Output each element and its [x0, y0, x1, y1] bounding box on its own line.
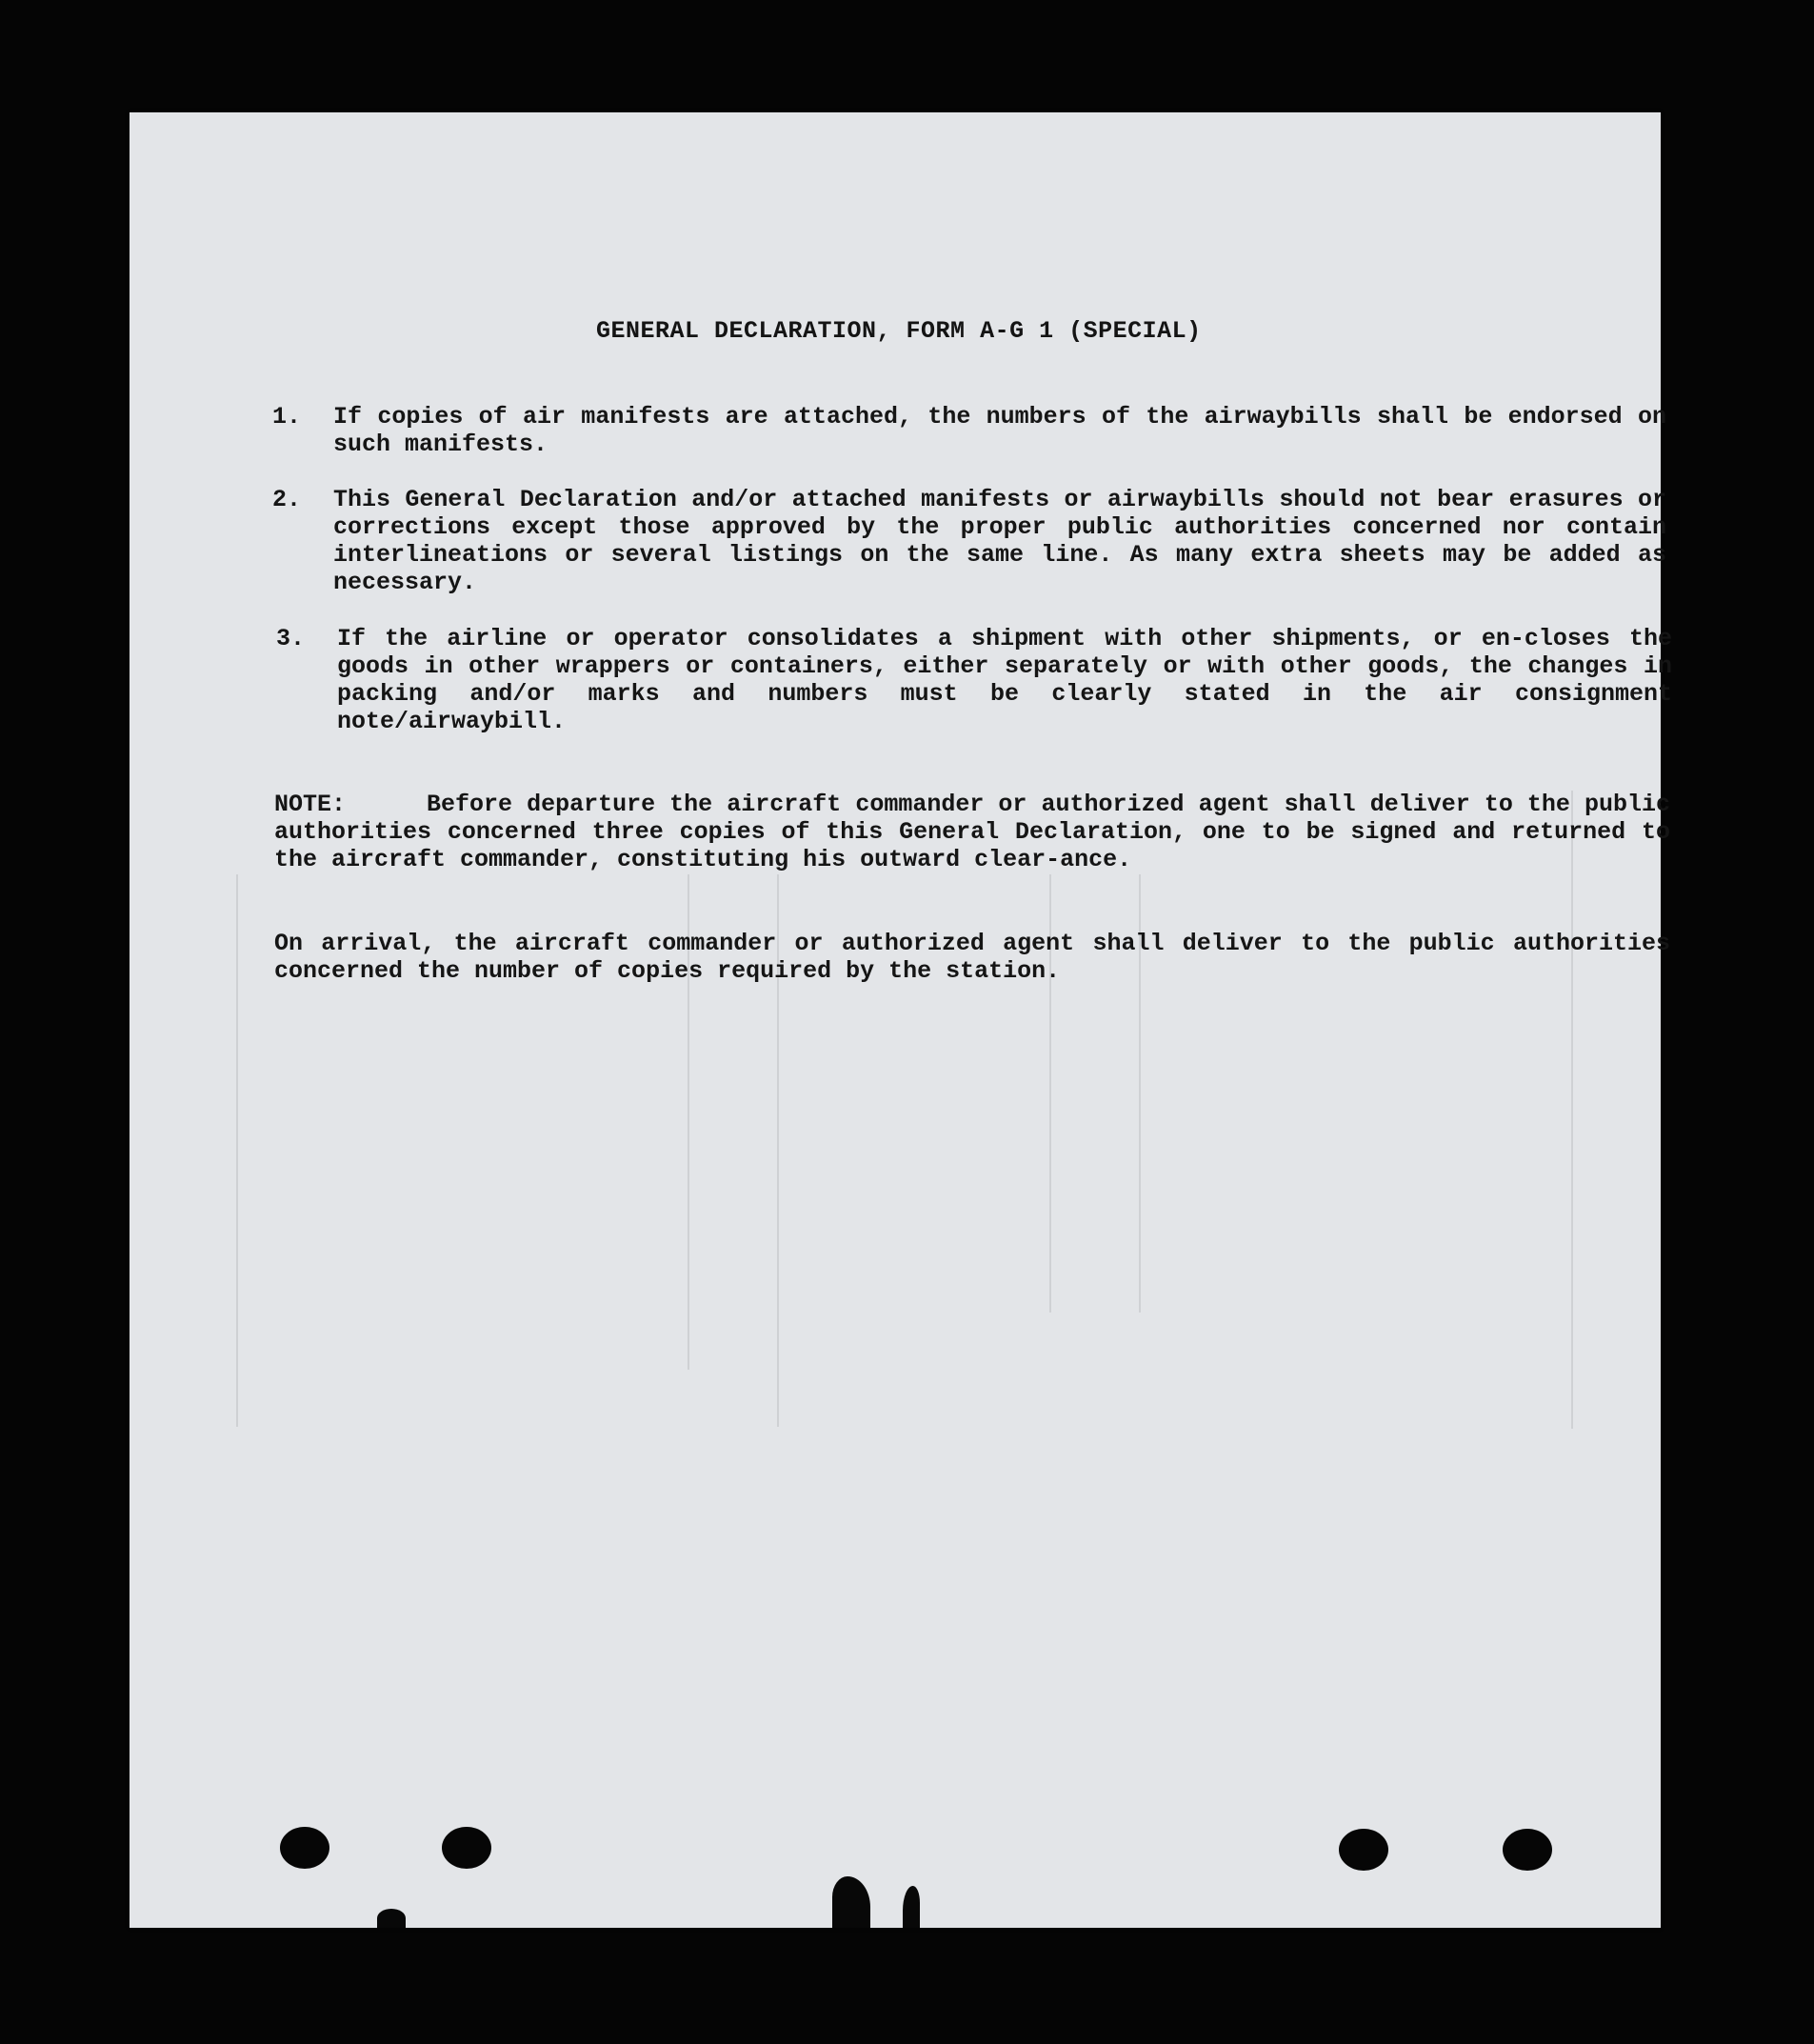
tear-mark: [377, 1909, 406, 1928]
punch-hole: [1339, 1829, 1388, 1871]
document-title: GENERAL DECLARATION, FORM A-G 1 (SPECIAL): [596, 317, 1202, 345]
declaration-item-1: If copies of air manifests are attached, the numbers of the airwaybills shall be endorsed on such manifests.: [333, 403, 1666, 458]
item-number: 3.: [276, 625, 306, 652]
declaration-item-2: This General Declaration and/or attached manifests or airwaybills should not bear erasures or corrections except those approved by the proper public authorities concerned nor contain interlineations or several listings on the same line. As many extra sheets may be added as necessary.: [333, 486, 1666, 596]
punch-hole: [280, 1827, 329, 1869]
note-text: [274, 791, 1670, 873]
document-page: [130, 112, 1672, 1928]
show-through-rule: [236, 874, 238, 1427]
punch-hole: [442, 1827, 491, 1869]
show-through-rule: [1571, 791, 1573, 1429]
note-body: Before departure the aircraft commander or authorized agent shall deliver to the public authorities concerned three copies of this General Declaration, one to be signed and returned to the aircraft commander, constituting his outward clear-ance.: [274, 791, 1670, 873]
punch-hole: [1503, 1829, 1552, 1871]
item-number: 2.: [272, 486, 302, 513]
tear-mark: [832, 1876, 870, 1928]
note-label: NOTE:: [274, 791, 347, 818]
arrival-text: On arrival, the aircraft commander or authorized agent shall deliver to the public authorities concerned the number of copies required by the station.: [274, 930, 1670, 985]
item-number: 1.: [272, 403, 302, 431]
tear-mark: [903, 1886, 920, 1928]
declaration-item-3: If the airline or operator consolidates a shipment with other shipments, or en-closes the goods in other wrappers or containers, either separately or with other goods, the changes in packing and/or marks and numbers must be clearly stated in the air consignment note/airwaybill.: [337, 625, 1672, 735]
